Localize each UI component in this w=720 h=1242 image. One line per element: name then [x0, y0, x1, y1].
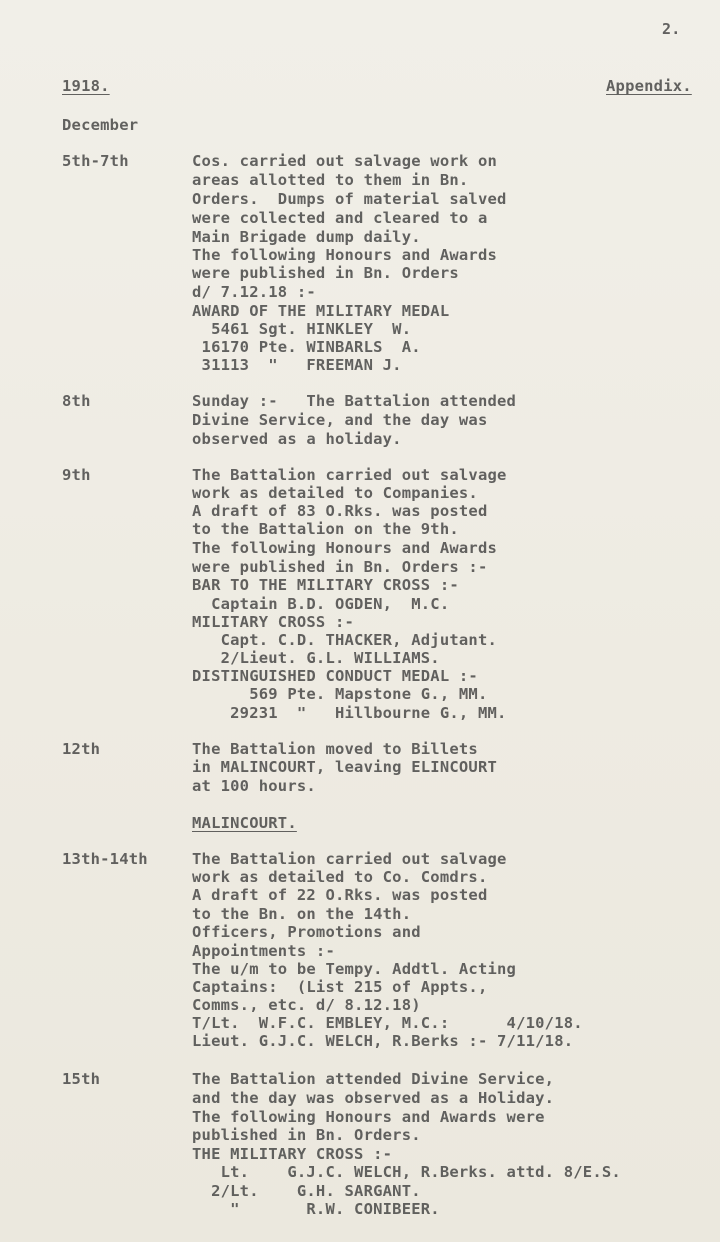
entry-line: Lt. G.J.C. WELCH, R.Berks. attd. 8/E.S.	[192, 1163, 621, 1181]
entry-line: THE MILITARY CROSS :-	[192, 1145, 393, 1163]
entry-date: 5th-7th	[62, 152, 129, 170]
year-heading: 1918.	[62, 77, 110, 95]
entry-line: were collected and cleared to a	[192, 209, 488, 227]
entry-line: DISTINGUISHED CONDUCT MEDAL :-	[192, 667, 478, 685]
entry-line: Capt. C.D. THACKER, Adjutant.	[192, 631, 498, 649]
entry-line: The Battalion attended Divine Service,	[192, 1070, 555, 1088]
entry-line: T/Lt. W.F.C. EMBLEY, M.C.: 4/10/18.	[192, 1014, 583, 1032]
entry-line: 31113 " FREEMAN J.	[192, 356, 402, 374]
entry-line: The following Honours and Awards	[192, 246, 498, 264]
location-heading: MALINCOURT.	[192, 814, 297, 832]
month-heading: December	[62, 116, 139, 134]
entry-line: were published in Bn. Orders :-	[192, 558, 488, 576]
entry-line: The following Honours and Awards	[192, 539, 498, 557]
entry-line: Main Brigade dump daily.	[192, 228, 421, 246]
entry-line: The Battalion carried out salvage	[192, 466, 507, 484]
entry-line: The Battalion moved to Billets	[192, 740, 478, 758]
entry-date: 9th	[62, 466, 91, 484]
entry-line: Officers, Promotions and	[192, 923, 421, 941]
entry-date: 8th	[62, 392, 91, 410]
entry-line: 16170 Pte. WINBARLS A.	[192, 338, 421, 356]
page-number: 2.	[662, 20, 681, 38]
entry-line: work as detailed to Companies.	[192, 484, 478, 502]
entry-line: to the Battalion on the 9th.	[192, 520, 459, 538]
entry-line: A draft of 22 O.Rks. was posted	[192, 886, 488, 904]
entry-line: observed as a holiday.	[192, 430, 402, 448]
entry-line: " R.W. CONIBEER.	[192, 1200, 440, 1218]
entry-line: A draft of 83 O.Rks. was posted	[192, 502, 488, 520]
entry-date: 15th	[62, 1070, 101, 1088]
entry-line: Lieut. G.J.C. WELCH, R.Berks :- 7/11/18.	[192, 1032, 574, 1050]
entry-line: to the Bn. on the 14th.	[192, 905, 412, 923]
entry-line: 29231 " Hillbourne G., MM.	[192, 704, 507, 722]
entry-line: work as detailed to Co. Comdrs.	[192, 868, 488, 886]
entry-line: Sunday :- The Battalion attended	[192, 392, 517, 410]
entry-line: Captain B.D. OGDEN, M.C.	[192, 595, 450, 613]
entry-date: 13th-14th	[62, 850, 148, 868]
entry-line: at 100 hours.	[192, 777, 316, 795]
entry-line: were published in Bn. Orders	[192, 264, 459, 282]
entry-line: AWARD OF THE MILITARY MEDAL	[192, 302, 450, 320]
entry-line: Comms., etc. d/ 8.12.18)	[192, 996, 421, 1014]
entry-line: Captains: (List 215 of Appts.,	[192, 978, 488, 996]
entry-line: Cos. carried out salvage work on	[192, 152, 498, 170]
entry-line: The u/m to be Tempy. Addtl. Acting	[192, 960, 517, 978]
entry-line: 569 Pte. Mapstone G., MM.	[192, 685, 488, 703]
entry-line: Divine Service, and the day was	[192, 411, 488, 429]
entry-line: areas allotted to them in Bn.	[192, 171, 469, 189]
entry-line: 5461 Sgt. HINKLEY W.	[192, 320, 412, 338]
entry-line: MILITARY CROSS :-	[192, 613, 355, 631]
entry-line: BAR TO THE MILITARY CROSS :-	[192, 576, 459, 594]
entry-line: The following Honours and Awards were	[192, 1108, 545, 1126]
appendix-heading: Appendix.	[606, 77, 692, 95]
entry-line: 2/Lt. G.H. SARGANT.	[192, 1182, 421, 1200]
entry-line: and the day was observed as a Holiday.	[192, 1089, 555, 1107]
entry-line: in MALINCOURT, leaving ELINCOURT	[192, 758, 498, 776]
entry-line: The Battalion carried out salvage	[192, 850, 507, 868]
entry-line: 2/Lieut. G.L. WILLIAMS.	[192, 649, 440, 667]
entry-line: published in Bn. Orders.	[192, 1126, 421, 1144]
entry-date: 12th	[62, 740, 101, 758]
entry-line: Orders. Dumps of material salved	[192, 190, 507, 208]
entry-line: d/ 7.12.18 :-	[192, 283, 316, 301]
entry-line: Appointments :-	[192, 942, 335, 960]
